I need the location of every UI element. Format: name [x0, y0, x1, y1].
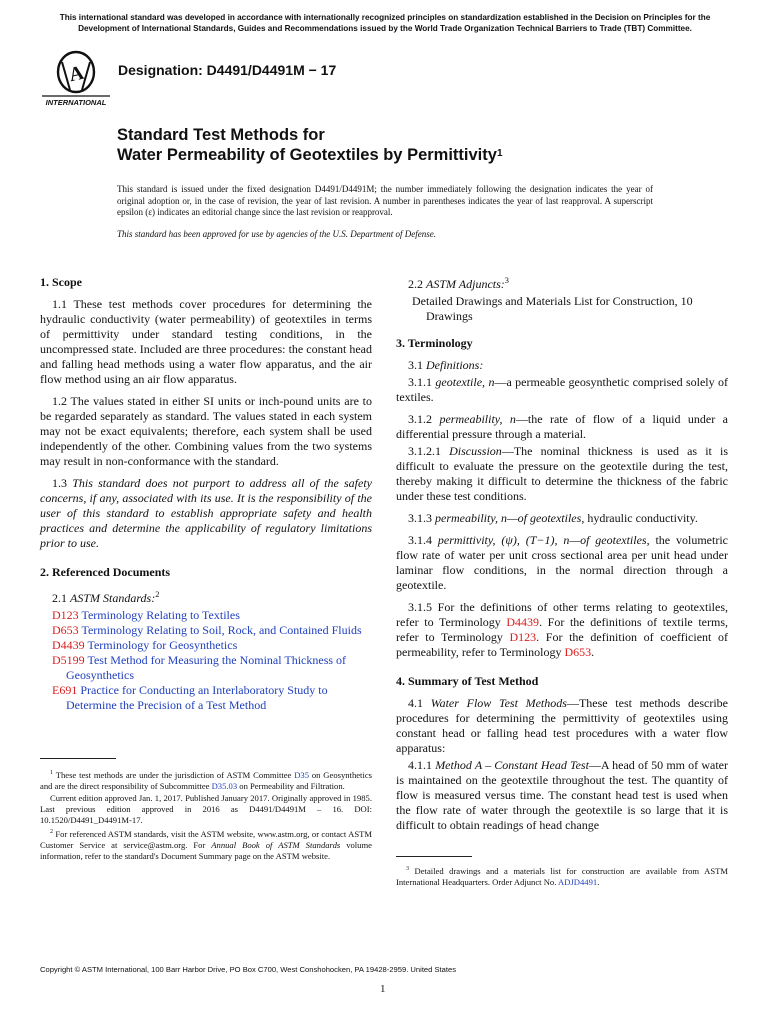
term-3-1-1-num: 3.1.1: [408, 375, 432, 389]
top-notice: This international standard was developed in accordance with internationally recognized principles on standardization established in the Decision on Principles for the Development of International Standards, Guides and Recommendations issued by the World Trade Organization Technical Barriers to Trade (TBT) Committee.: [59, 13, 711, 33]
summary-4-1-1-text: —A head of 50 mm of water is maintained on the geotextile throughout the test. The quantity of flow is measured versus time. The constant head test is used when the flow rate of water through the geotextile is so large that it is difficult to obtain readings of head change: [396, 758, 729, 832]
approved-note: This standard has been approved for use by agencies of the U.S. Department of Defense.: [117, 229, 437, 239]
footnote-1: [40, 768, 372, 792]
designation: Designation: D4491/D4491M − 17: [118, 62, 337, 78]
term-3-1-1: [396, 375, 728, 405]
title-line-2: [117, 146, 503, 165]
reference-item[interactable]: [40, 623, 372, 638]
term-3-1-2-1: [396, 444, 728, 504]
fn2-italic: Annual Book of ASTM Standards: [211, 839, 341, 850]
term-3-1-2-text: —the rate of flow of a liquid under a differential pressure through a material.: [396, 412, 729, 441]
footnotes-right: [396, 864, 728, 889]
reference-item[interactable]: [40, 608, 372, 623]
summary-4-1-1-term: Method A – Constant Head Test: [435, 758, 589, 772]
fn3-text-a: Detailed drawings and a materials list for construction are available from ASTM International Headquarters. Order Adjunct No.: [396, 865, 728, 887]
footnote-2: [40, 827, 372, 862]
fn1-text-b: on Geosynthetics and are the direct responsibility of Subcommittee: [40, 769, 372, 791]
scope-1-3-text: This standard does not purport to address all of the safety concerns, if any, associated with its use. It is the responsibility of the user of this standard to establish appropriate safety and health practices and determine the applicability of regulatory limitations prior to use.: [40, 476, 372, 550]
definitions-num: 3.1: [408, 358, 423, 372]
reference-title[interactable]: Terminology Relating to Soil, Rock, and Contained Fluids: [81, 623, 362, 637]
astm-logo: [40, 50, 112, 108]
fn3-mark: 3: [406, 866, 410, 872]
fn1-link-d3503[interactable]: D35.03: [211, 780, 238, 791]
reference-item[interactable]: [40, 683, 372, 713]
term-3-1-3-term: permeability, n—of geotextiles: [435, 511, 582, 525]
definitions-text: Definitions:: [426, 358, 484, 372]
term-3-1-5-text-c: . For the definition of coefficient of permeability, refer to Terminology: [396, 630, 729, 659]
reference-item[interactable]: [40, 638, 372, 653]
adjuncts-sup: 3: [504, 276, 509, 285]
astm-standards-text: ASTM Standards:: [70, 591, 156, 605]
footnote-3: [396, 864, 728, 888]
term-3-1-5-text-b: . For the definitions of textile terms, refer to Terminology: [396, 615, 728, 644]
term-3-1-2-num: 3.1.2: [408, 412, 432, 426]
term-3-1-4-text: , the volumetric flow rate of water per unit cross sectional area per unit head under laminar flow conditions, in the normal direction through a geotextile.: [396, 533, 728, 592]
reference-item[interactable]: [40, 653, 372, 683]
term-3-1-1-text: —a permeable geosynthetic comprised solely of textiles.: [396, 375, 729, 404]
fn1-mark: 1: [50, 770, 54, 776]
link-d4439[interactable]: D4439: [506, 615, 540, 629]
issued-note: This standard is issued under the fixed designation D4491/D4491M; the number immediately following the designation indicates the year of original adoption or, in the case of revision, the year of last revision. A number in parentheses indicates the year of last reapproval. A superscript epsilon (ε) indicates an editorial change since the last revision or reapproval.: [117, 184, 653, 217]
footnotes-left: [40, 768, 372, 863]
term-3-1-2-1-term: Discussion: [449, 444, 502, 458]
astm-logo-icon: [40, 50, 112, 108]
svg-text:A: A: [67, 61, 86, 87]
fn2-text-a: For referenced ASTM standards, visit the ASTM website, www.astm.org, or contact ASTM Customer Service at service@astm.org. For: [40, 828, 372, 850]
reference-code[interactable]: D653: [52, 623, 79, 637]
term-3-1-3: [396, 511, 728, 526]
fn2-mark: 2: [50, 828, 54, 835]
term-3-1-4-term: permittivity, (ψ), (T−1), n—of geotextiles: [437, 533, 647, 547]
term-3-1-2-1-num: 3.1.2.1: [408, 444, 441, 458]
summary-4-1: [396, 696, 728, 756]
scope-1-1: 1.1 These test methods cover procedures for determining the hydraulic conductivity (water permeability) of geotextiles in terms of permittivity under standard testing conditions, in the uncompressed state. Included are three procedures: the constant head and falling head methods using a water flow apparatus, and the air flow method using an air flow apparatus.: [40, 297, 372, 386]
term-3-1-5: [396, 600, 728, 660]
scope-1-3-num: 1.3: [52, 476, 67, 490]
reference-code[interactable]: D123: [52, 608, 79, 622]
summary-4-1-num: 4.1: [408, 696, 423, 710]
page-number: 1: [380, 983, 386, 995]
fn1-text-c: on Permeability and Filtration.: [237, 780, 345, 791]
term-3-1-3-num: 3.1.3: [408, 511, 432, 525]
adjuncts-num: 2.2: [408, 277, 423, 291]
adjunct-item: Detailed Drawings and Materials List for Construction, 10 Drawings: [412, 294, 693, 323]
term-3-1-2: [396, 412, 728, 442]
term-3-1-1-term: geotextile, n: [435, 375, 495, 389]
scope-1-3: [40, 476, 372, 551]
fn1-text-a: These test methods are under the jurisdiction of ASTM Committee: [55, 769, 295, 780]
footnote-1-edition: Current edition approved Jan. 1, 2017. Published January 2017. Originally approved in 1985. Last previous edition approved in 2016 as D4491/D4491M – 16. DOI: 10.1520/D4491_D4491M-17.: [40, 792, 372, 825]
adjuncts-label: [396, 273, 728, 292]
scope-heading: 1. Scope: [40, 275, 82, 289]
summary-4-1-1-num: 4.1.1: [408, 758, 432, 772]
reference-title[interactable]: Test Method for Measuring the Nominal Thickness of Geosynthetics: [66, 653, 347, 682]
title-line-1: Standard Test Methods for: [117, 126, 325, 144]
term-3-1-4-num: 3.1.4: [408, 533, 432, 547]
term-3-1-2-term: permeability, n: [439, 412, 516, 426]
reference-code[interactable]: D4439: [52, 638, 85, 652]
fn2-text-b: volume information, refer to the standard's Document Summary page on the ASTM website.: [40, 839, 372, 861]
term-3-1-3-text: , hydraulic conductivity.: [581, 511, 698, 525]
summary-heading: 4. Summary of Test Method: [396, 674, 539, 688]
reference-title[interactable]: Terminology for Geosynthetics: [87, 638, 238, 652]
summary-4-1-1: [396, 758, 728, 833]
link-d653[interactable]: D653: [564, 645, 592, 659]
footnote-divider-right: [396, 856, 472, 857]
reference-list: [40, 608, 372, 713]
reference-title[interactable]: Practice for Conducting an Interlaboratory Study to Determine the Precision of a Test Method: [66, 683, 328, 712]
reference-code[interactable]: D5199: [52, 653, 85, 667]
astm-standards-num: 2.1: [52, 591, 67, 605]
adjuncts-text: ASTM Adjuncts:: [426, 277, 505, 291]
term-3-1-2-1-text: —The nominal thickness is used as it is difficult to evaluate the pressure on the geotextile during the test, thereby making it difficult to determine the thickness of the fabric under these test conditions.: [396, 444, 729, 503]
term-3-1-4: [396, 533, 728, 593]
reference-title[interactable]: Terminology Relating to Textiles: [81, 608, 240, 622]
term-3-1-5-text-a: 3.1.5 For the definitions of other terms relating to geotextiles, refer to Terminology: [396, 600, 728, 629]
fn1-link-d35[interactable]: D35: [294, 769, 310, 780]
footnote-divider-left: [40, 758, 116, 759]
title-text: Water Permeability of Geotextiles by Permittivity: [117, 146, 497, 164]
logo-text: INTERNATIONAL: [45, 98, 107, 107]
terminology-heading: 3. Terminology: [396, 336, 473, 350]
fn3-text-b: .: [597, 876, 600, 887]
left-column: [40, 275, 372, 713]
title-footnote-mark: 1: [496, 148, 503, 159]
link-d123[interactable]: D123: [509, 630, 537, 644]
definitions-label: [396, 358, 728, 373]
summary-4-1-term: Water Flow Test Methods: [430, 696, 567, 710]
scope-1-2: 1.2 The values stated in either SI units or inch-pound units are to be regarded separately as standard. The values stated in each system may not be exact equivalents; therefore, each system shall be used independently of the other. Combining values from the two systems may result in non-conformance with the standard.: [40, 394, 372, 468]
right-column: [396, 273, 728, 840]
fn3-link[interactable]: ADJD4491: [558, 876, 598, 887]
refdocs-heading: 2. Referenced Documents: [40, 565, 171, 579]
summary-4-1-text: —These test methods describe procedures for determining the permittivity of geotextiles using constant head or falling head test procedures with a water flow apparatus:: [396, 696, 728, 755]
copyright: Copyright © ASTM International, 100 Barr Harbor Drive, PO Box C700, West Conshohocken, PA 19428-2959. United States: [40, 965, 457, 974]
reference-code[interactable]: E691: [52, 683, 78, 697]
term-3-1-5-text-d: .: [591, 645, 595, 659]
astm-standards-sup: 2: [155, 590, 160, 599]
astm-standards-label: [40, 587, 372, 606]
